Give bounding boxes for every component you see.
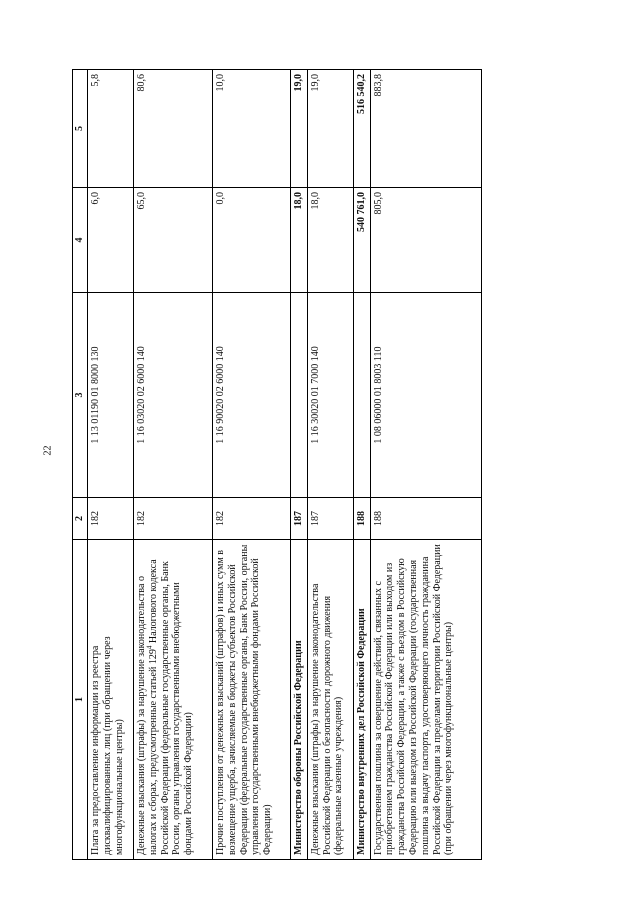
row-budget-code: 1 08 06000 01 8003 110: [370, 293, 481, 498]
revenue-table: [72, 69, 482, 860]
row-value-2: 516 540,2: [353, 70, 370, 188]
row-value-1: 65,0: [134, 188, 213, 293]
page-number: 22: [42, 445, 54, 456]
row-value-2: 5,8: [88, 70, 134, 188]
header-col-5: 5: [73, 70, 88, 188]
table-row: [370, 70, 481, 860]
row-value-1: 0,0: [213, 188, 291, 293]
rotated-table-container: [72, 70, 482, 860]
row-budget-code: 1 16 30020 01 7000 140: [307, 293, 353, 498]
table-header-row: [73, 70, 88, 860]
row-value-2: 10,0: [213, 70, 291, 188]
row-description-part: Налогового кодекса Российской Федерации (федеральные государственные органы, Банк России, органы управления государственными внебюджетными фондами Российской Федерации): [147, 559, 195, 855]
row-description: Денежные взыскания (штрафы) за нарушение законодательства Российской Федерации о безопасности дорожного движения (федеральные казенные учреждения): [307, 540, 353, 860]
row-value-1: 805,0: [370, 188, 481, 293]
row-description-part: Денежные взыскания (штрафы) за нарушение законодательства о налогах и сборах, предусмотренные статьей 129: [136, 576, 159, 855]
row-description: [134, 540, 213, 860]
row-description: Министерство обороны Российской Федерации: [291, 540, 308, 860]
superscript: 4: [145, 645, 154, 650]
row-value-2: 19,0: [307, 70, 353, 188]
row-description: Министерство внутренних дел Российской Федерации: [353, 540, 370, 860]
row-description: Государственная пошлина за совершение действий, связанных с приобретением гражданства Российской Федерации или выходом из гражданства Российской Федерации, а также с въездом в Российскую Федерацию или выездом из Российской Федерации (государственная пошлина за выдачу паспорта, удостоверяющего личность гражданина Российской Федерации за пределами территории Российской Федерации (при обращении через многофункциональные центры): [370, 540, 481, 860]
header-col-4: 4: [73, 188, 88, 293]
row-value-2: 19,0: [291, 70, 308, 188]
row-admin-code: 182: [88, 498, 134, 540]
row-admin-code: 187: [307, 498, 353, 540]
row-budget-code: 1 13 01190 01 8000 130: [88, 293, 134, 498]
row-admin-code: 187: [291, 498, 308, 540]
row-description: Плата за предоставление информации из реестра дисквалифицированных лиц (при обращении через многофункциональные центры): [88, 540, 134, 860]
header-col-2: 2: [73, 498, 88, 540]
row-value-1: 6,0: [88, 188, 134, 293]
row-budget-code: [353, 293, 370, 498]
row-budget-code: 1 16 03020 02 6000 140: [134, 293, 213, 498]
row-value-1: 18,0: [291, 188, 308, 293]
row-admin-code: 182: [213, 498, 291, 540]
table-row: [134, 70, 213, 860]
row-value-2: 883,8: [370, 70, 481, 188]
table-row: [353, 70, 370, 860]
table-row: [291, 70, 308, 860]
row-admin-code: 182: [134, 498, 213, 540]
row-admin-code: 188: [370, 498, 481, 540]
header-col-1: 1: [73, 540, 88, 860]
table-row: [307, 70, 353, 860]
table-row: [88, 70, 134, 860]
header-col-3: 3: [73, 293, 88, 498]
table-row: [213, 70, 291, 860]
row-value-1: 18,0: [307, 188, 353, 293]
row-value-2: 80,6: [134, 70, 213, 188]
row-description: Прочие поступления от денежных взысканий (штрафов) и иных сумм в возмещение ущерба, зачисляемые в бюджеты субъектов Российской Федерации (федеральные государственные органы, Банк России, органы управления государственными внебюджетными фондами Российской Федерации): [213, 540, 291, 860]
row-value-1: 540 761,0: [353, 188, 370, 293]
row-admin-code: 188: [353, 498, 370, 540]
row-budget-code: [291, 293, 308, 498]
row-budget-code: 1 16 90020 02 6000 140: [213, 293, 291, 498]
